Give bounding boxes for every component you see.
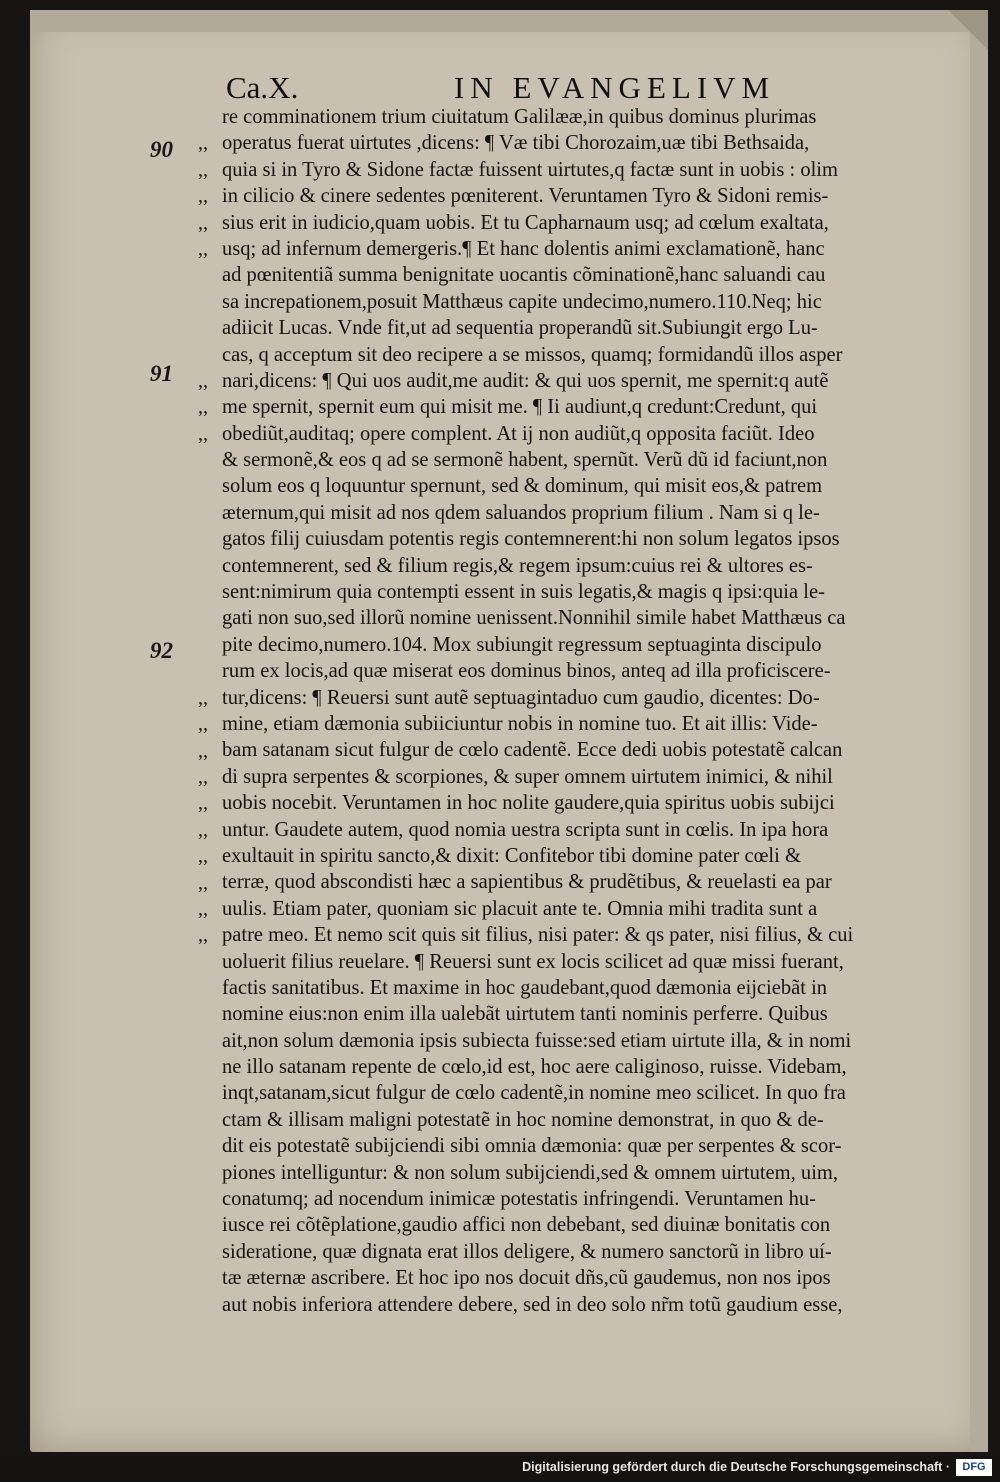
quote-mark: ,,: [198, 766, 208, 788]
text-line: gati non suo,sed illorũ nomine uenissent.Nonnihil simile habet Matthæus ca: [222, 607, 846, 630]
body-text: [222, 104, 954, 1318]
text-line: me spernit, spernit eum qui misit me. ¶ Ii audiunt,q credunt:Credunt, qui: [222, 396, 818, 419]
text-line: bam satanam sicut fulgur de cœlo cadentẽ. Ecce dedi uobis potestatẽ calcan: [222, 739, 843, 762]
quote-mark: ,,: [198, 396, 208, 419]
text-line: ne illo satanam repente de cœlo,id est, hoc aere caliginoso, ruisse. Videbam,: [222, 1056, 847, 1079]
quote-mark: ,,: [198, 818, 208, 841]
text-line: tur,dicens: ¶ Reuersi sunt autẽ septuagintaduo cum gaudio, dicentes: Do-: [222, 686, 820, 709]
text-line: piones intelliguntur: & non solum subĳciendi,sed & omnem uirtutem, uim,: [222, 1161, 839, 1184]
text-line: conatumq; ad nocendum inimicæ potestatis infringendi. Veruntamen hu-: [222, 1188, 816, 1211]
text-line: uoluerit filius reuelare. ¶ Reuersi sunt ex locis scilicet ad quæ missi fuerant,: [222, 950, 844, 973]
page-right-edge: [970, 10, 988, 1452]
text-line: di supra serpentes & scorpiones, & super omnem uirtutem inimici, & nihil: [222, 765, 833, 788]
text-line: obediũt,auditaq; opere complent. At ĳ non audiũt,q opposita faciũt. Ideo: [222, 422, 815, 445]
text-line: aut nobis inferiora attendere debere, sed in deo solo nr̃m totũ gaudium esse,: [222, 1293, 843, 1316]
text-line: gatos filĳ cuiusdam potentis regis contemnerent:hi non solum legatos ipsos: [222, 528, 840, 551]
quote-mark: ,,: [198, 792, 208, 815]
text-line: ctam & illisam maligni potestatẽ in hoc nomine demonstrat, in quo & de-: [222, 1108, 824, 1131]
text-line: patre meo. Et nemo scit quis sit filius, nisi pater: & qs pater, nisi filius, & cui: [222, 924, 854, 947]
text-line: sent:nimirum quia contempti essent in suis legatis,& magis q ipsi:quia le-: [222, 581, 825, 604]
text-line: inqt,satanam,sicut fulgur de cœlo cadentẽ,in nomine meo scilicet. In quo fra: [222, 1082, 846, 1105]
page-corner-fold: [948, 10, 988, 50]
text-line: dit eis potestatẽ subĳciendi sibi omnia dæmonia: quæ per serpentes & scor-: [222, 1135, 842, 1158]
text-line: adiicit Lucas. Vnde fit,ut ad sequentia properandũ sit.Subiungit ergo Lu-: [222, 317, 818, 340]
text-line: tæ æternæ ascribere. Et hoc ipo nos docuit dñs,cũ gaudemus, non nos ipos: [222, 1267, 831, 1290]
quote-mark: ,,: [198, 422, 208, 445]
quote-mark: ,,: [198, 739, 208, 762]
text-line: factis sanitatibus. Et maxime in hoc gaudebant,quod dæmonia eĳciebãt in: [222, 976, 828, 999]
text-line: æternum,qui misit ad nos qdem saluandos proprium filium . Nam si q le-: [222, 501, 820, 524]
text-line: sa increpationem,posuit Matthæus capite undecimo,numero.110.Neq; hic: [222, 290, 822, 313]
text-line: uulis. Etiam pater, quoniam sic placuit ante te. Omnia mihi tradita sunt a: [222, 897, 818, 920]
quote-mark: ,,: [198, 845, 208, 868]
text-line: pite decimo,numero.104. Mox subiungit regressum septuaginta discipulo: [222, 633, 822, 656]
text-line: nari,dicens: ¶ Qui uos audit,me audit: & qui uos spernit, me spernit:q autẽ: [222, 369, 829, 392]
text-line: nomine eius:non enim illa ualebãt uirtutem tanti nominis perferre. Quibus: [222, 1003, 828, 1026]
quote-mark: ,,: [198, 713, 208, 736]
footer-credit: Digitalisierung gefördert durch die Deutsche Forschungsgemeinschaft ·: [522, 1460, 950, 1474]
chapter-heading: Ca.X.: [226, 70, 299, 105]
quote-mark: ,,: [198, 185, 208, 208]
text-line: rum ex locis,ad quæ miserat eos dominus binos, anteq ad illa proficiscere-: [222, 660, 831, 683]
quote-mark: ,,: [198, 924, 208, 947]
margin-number-91: 91: [150, 361, 173, 386]
quote-mark: ,,: [198, 370, 208, 392]
dfg-logo: DFG: [956, 1459, 992, 1476]
quote-mark: ,,: [198, 898, 208, 920]
running-title: IN EVANGELIVM: [454, 70, 776, 105]
text-line: mine, etiam dæmonia subiiciuntur nobis in nomine tuo. Et ait illis: Vide-: [222, 712, 818, 735]
page-top-edge: [30, 10, 988, 32]
quote-mark: ,,: [198, 132, 208, 155]
text-line: & sermonẽ,& eos q ad se sermonẽ habent, spernũt. Verũ dũ id faciunt,non: [222, 449, 828, 472]
text-line: contemnerent, sed & filium regis,& regem ipsum:cuius rei & ultores es-: [222, 554, 813, 577]
text-line: operatus fuerat uirtutes ,dicens: ¶ Væ tibi Chorozaim,uæ tibi Bethsaida,: [222, 132, 810, 155]
quote-mark: ,,: [198, 871, 208, 894]
margin-number-90: 90: [150, 137, 173, 162]
text-line: iusce rei cõtẽplatione,gaudio affici non debebant, sed diuinæ bonitatis con: [222, 1214, 831, 1237]
quote-mark: ,,: [198, 211, 208, 234]
text-line: ait,non solum dæmonia ipsis subiecta fuisse:sed etiam uirtute illa, & in nomi: [222, 1029, 852, 1052]
quote-mark: ,,: [198, 686, 208, 709]
text-line: in cilicio & cinere sedentes pœniterent. Veruntamen Tyro & Sidoni remis-: [222, 185, 829, 208]
text-line: solum eos q loquuntur spernunt, sed & dominum, qui misit eos,& patrem: [222, 475, 823, 498]
text-line: sideratione, quæ dignata erat illos deligere, & numero sanctorũ in libro uí-: [222, 1240, 832, 1263]
margin-number-92: 92: [150, 638, 173, 663]
text-line: exultauit in spiritu sancto,& dixit: Confitebor tibi domine pater cœli &: [222, 844, 801, 867]
text-line: re comminationem trium ciuitatum Galilææ,in quibus dominus plurimas: [222, 106, 817, 128]
quote-mark: ,,: [198, 238, 208, 260]
text-line: untur. Gaudete autem, quod nomia uestra scripta sunt in cœlis. In ipa hora: [222, 818, 829, 841]
text-line: sius erit in iudicio,quam uobis. Et tu Capharnaum usq; ad cœlum exaltata,: [222, 211, 829, 234]
text-line: quia si in Tyro & Sidone factæ fuissent uirtutes,q factæ sunt in uobis : olim: [222, 158, 838, 181]
digitization-footer: [0, 1456, 1000, 1482]
text-line: cas, q acceptum sit deo recipere a se missos, quamq; formidandũ illos asper: [222, 343, 843, 366]
quote-mark: ,,: [198, 158, 208, 181]
text-line: terræ, quod abscondisti hæc a sapientibus & prudẽtibus, & reuelasti ea par: [222, 871, 832, 894]
text-line: ad pœnitentiã summa benignitate uocantis cõminationẽ,hanc saluandi cau: [222, 264, 826, 287]
text-line: usq; ad infernum demergeris.¶ Et hanc dolentis animi exclamationẽ, hanc: [222, 237, 825, 260]
text-line: uobis nocebit. Veruntamen in hoc nolite gaudere,quia spiritus uobis subĳci: [222, 792, 835, 815]
